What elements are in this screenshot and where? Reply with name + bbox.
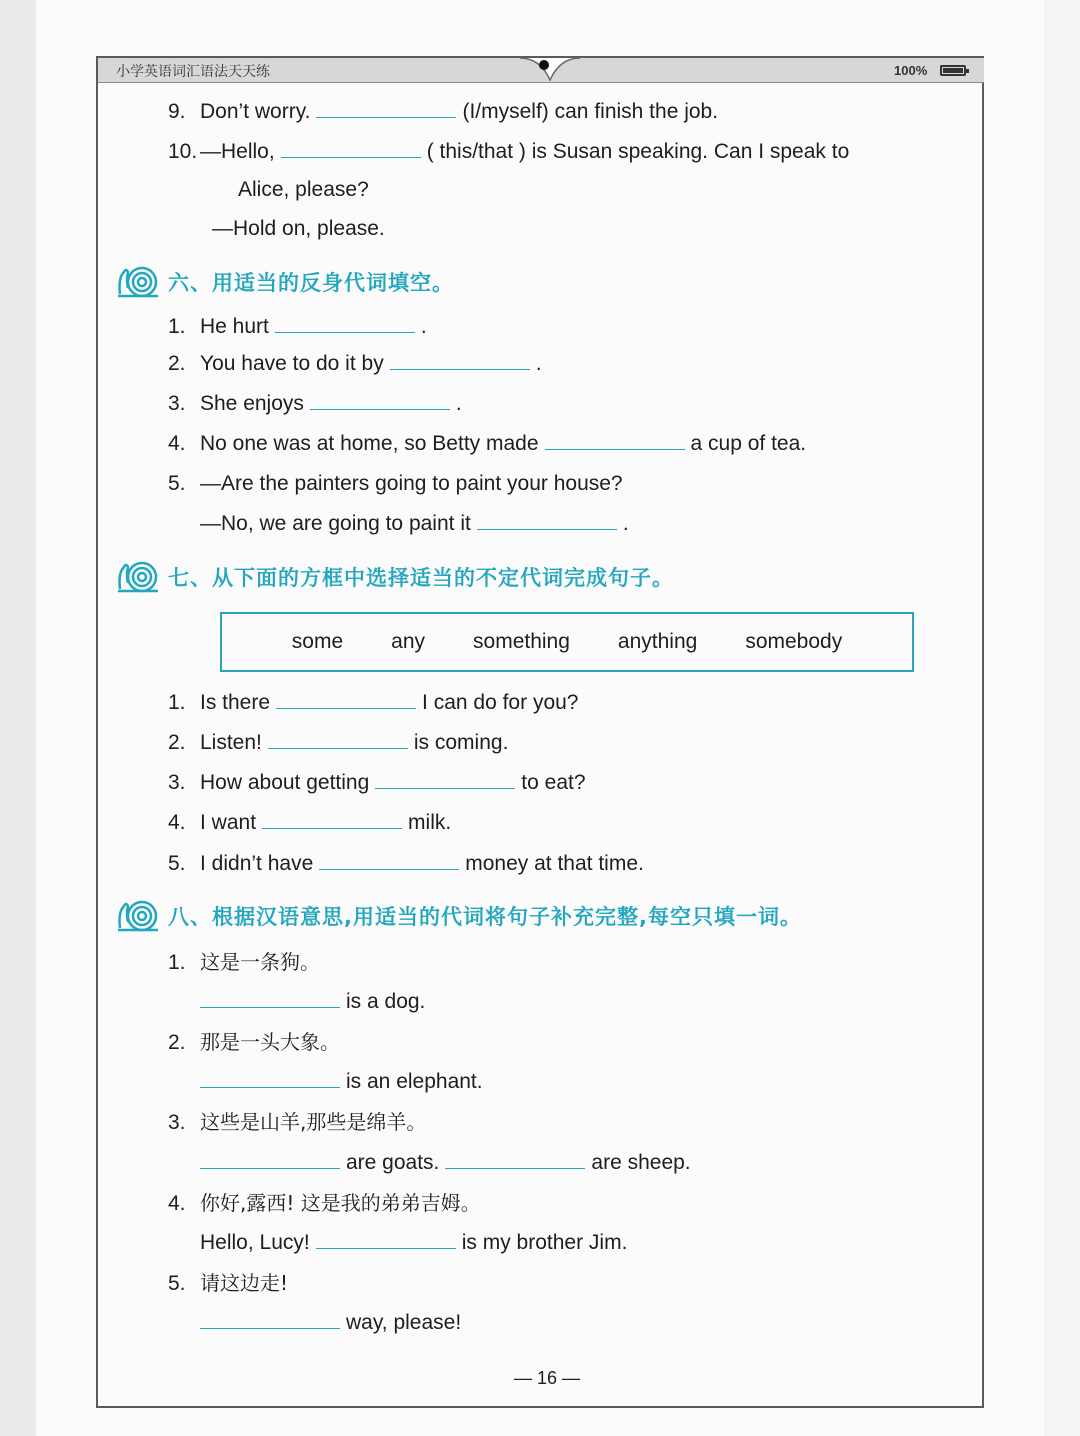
s6-question-1: 1. He hurt .: [168, 315, 427, 338]
answer-blank[interactable]: [545, 431, 685, 450]
s6-question-5: 5. —Are the painters going to paint your house?: [168, 472, 623, 495]
question-10: 10. —Hello, ( this/that ) is Susan speaking. Can I speak to: [168, 140, 850, 163]
s8-question-3: 3. 这些是山羊,那些是绵羊。: [168, 1110, 427, 1134]
word-bank-box: [220, 612, 914, 672]
s7-question-5: 5. I didn’t have money at that time.: [168, 852, 644, 875]
answer-blank[interactable]: [200, 1150, 340, 1169]
section-8-heading: [116, 896, 802, 936]
answer-blank[interactable]: [310, 391, 450, 410]
answer-blank[interactable]: [316, 1230, 456, 1249]
s8-answer-5: way, please!: [194, 1310, 461, 1336]
section-7-heading: [116, 557, 674, 597]
s6-question-2: 2. You have to do it by .: [168, 352, 542, 375]
s7-question-3: 3. How about getting to eat?: [168, 771, 586, 794]
word-bank-item: somebody: [745, 630, 843, 653]
header-title: 小学英语词汇语法天天练: [116, 63, 270, 79]
page-number: — 16 —: [514, 1368, 581, 1388]
answer-blank[interactable]: [281, 139, 421, 158]
s7-question-1: 1. Is there I can do for you?: [168, 691, 579, 714]
battery-icon: [940, 65, 966, 76]
s8-question-2: 2. 那是一头大象。: [168, 1030, 340, 1054]
section-7-title: 七、从下面的方框中选择适当的不定代词完成句子。: [168, 566, 674, 590]
section-6-heading: [116, 262, 454, 302]
answer-blank[interactable]: [390, 351, 530, 370]
answer-blank[interactable]: [200, 1069, 340, 1088]
s6-question-4: 4. No one was at home, so Betty made a cup of tea.: [168, 432, 807, 455]
answer-blank[interactable]: [319, 851, 459, 870]
s8-answer-3: are goats. are sheep.: [194, 1150, 691, 1176]
s6-question-5-reply: —No, we are going to paint it .: [200, 512, 629, 535]
answer-blank[interactable]: [477, 511, 617, 530]
answer-blank[interactable]: [268, 730, 408, 749]
answer-blank[interactable]: [316, 99, 456, 118]
section-8-title: 八、根据汉语意思,用适当的代词将句子补充完整,每空只填一词。: [168, 905, 802, 929]
s7-question-2: 2. Listen! is coming.: [168, 731, 509, 754]
word-bank-item: anything: [617, 630, 698, 653]
answer-blank[interactable]: [445, 1150, 585, 1169]
s8-answer-1: is a dog.: [194, 989, 425, 1015]
word-bank-item: some: [291, 630, 344, 653]
s8-question-4: 4. 你好,露西! 这是我的弟弟吉姆。: [168, 1191, 481, 1215]
question-10-reply: —Hold on, please.: [212, 217, 385, 240]
question-9: 9. Don’t worry. (I/myself) can finish the job.: [168, 100, 719, 123]
page-edge: [1044, 0, 1080, 1436]
s7-question-4: 4. I want milk.: [168, 811, 452, 834]
s8-answer-2: is an elephant.: [194, 1069, 483, 1095]
answer-blank[interactable]: [200, 989, 340, 1008]
question-10-continued: Alice, please?: [238, 178, 369, 201]
s8-question-1: 1. 这是一条狗。: [168, 950, 320, 974]
snail-icon: [116, 559, 160, 595]
word-bank-item: any: [391, 630, 426, 653]
answer-blank[interactable]: [276, 690, 416, 709]
snail-icon: [116, 264, 160, 300]
answer-blank[interactable]: [275, 314, 415, 333]
answer-blank[interactable]: [262, 810, 402, 829]
s8-answer-4: Hello, Lucy! is my brother Jim.: [200, 1231, 628, 1254]
answer-blank[interactable]: [200, 1310, 340, 1329]
s6-question-3: 3. She enjoys .: [168, 392, 462, 415]
answer-blank[interactable]: [375, 770, 515, 789]
battery-level: 100%: [894, 63, 928, 78]
snail-icon: [116, 898, 160, 934]
section-6-title: 六、用适当的反身代词填空。: [168, 271, 454, 295]
s8-question-5: 5. 请这边走!: [168, 1271, 289, 1295]
header-notch: [520, 52, 580, 86]
word-bank-item: something: [473, 630, 570, 653]
